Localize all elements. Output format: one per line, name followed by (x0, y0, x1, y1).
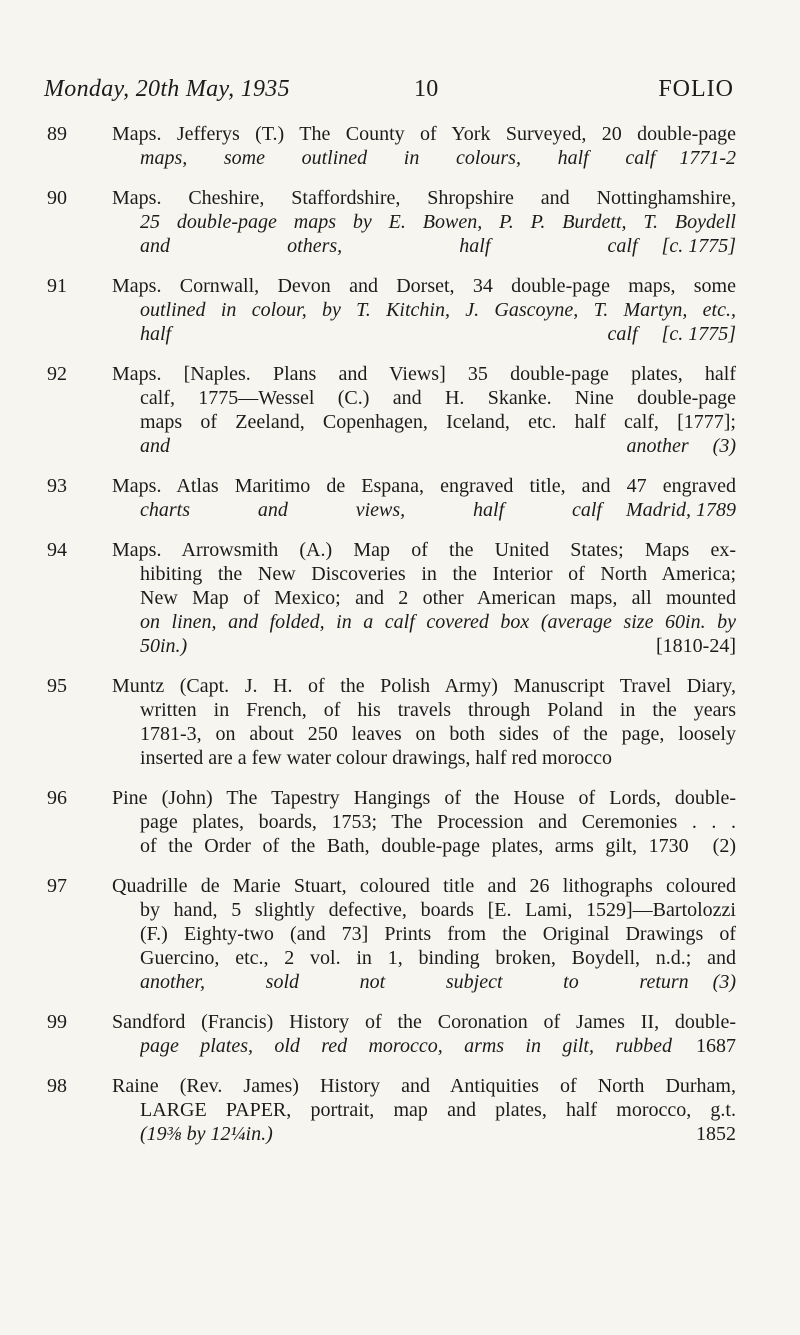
lot-description (112, 874, 736, 994)
lot-line: on linen, and folded, in a calf covered box (average size 60in. by (140, 611, 736, 633)
lot-number: 97 (47, 875, 67, 897)
lot-line: 1781-3, on about 250 leaves on both sides of the page, loosely (140, 723, 736, 745)
lot-line: Quadrille de Marie Stuart, coloured title and 26 lithographs coloured (112, 875, 736, 897)
lot-last-line (112, 1034, 736, 1058)
lot-line: half calf (140, 323, 638, 345)
lot-line: of the Order of the Bath, double-page plates, arms gilt, 1730 (140, 835, 689, 857)
lot-date: (3) (712, 971, 736, 993)
lot-last-line (112, 434, 736, 458)
lot-line: another, sold not subject to return (140, 971, 689, 993)
lot-date: [c. 1775] (661, 235, 736, 257)
lot-date: Madrid, 1789 (626, 499, 736, 521)
lot-date: [c. 1775] (661, 323, 736, 345)
lot-line: Guercino, etc., 2 vol. in 1, binding broken, Boydell, n.d.; and (140, 947, 736, 969)
lot-line: hibiting the New Discoveries in the Interior of North America; (140, 563, 736, 585)
lot-date: 1687 (696, 1035, 736, 1057)
lot-line: and others, half calf (140, 235, 638, 257)
lot-number: 91 (47, 275, 67, 297)
lot-line: Maps. Jefferys (T.) The County of York Surveyed, 20 double-page (112, 123, 736, 145)
lot-description (112, 186, 736, 258)
lot-date: [1810-24] (656, 635, 736, 657)
lot-description (112, 122, 736, 170)
lot-line: written in French, of his travels through Poland in the years (140, 699, 736, 721)
lot-line: maps of Zeeland, Copenhagen, Iceland, etc. half calf, [1777]; (140, 411, 736, 433)
lot-description (112, 474, 736, 522)
lot-number: 90 (47, 187, 67, 209)
lot-last-line (112, 498, 736, 522)
lot-line: outlined in colour, by T. Kitchin, J. Gascoyne, T. Martyn, etc., (140, 299, 736, 321)
lot-line: calf, 1775—Wessel (C.) and H. Skanke. Nine double-page (140, 387, 736, 409)
lot-description (112, 274, 736, 346)
lot-number: 92 (47, 363, 67, 385)
page-header (44, 76, 734, 110)
sale-date: Monday, 20th May, 1935 (44, 76, 290, 102)
lot-last-line (112, 970, 736, 994)
lot-number: 96 (47, 787, 67, 809)
lot-line: 25 double-page maps by E. Bowen, P. P. Burdett, T. Boydell (140, 211, 736, 233)
lot-line: New Map of Mexico; and 2 other American maps, all mounted (140, 587, 736, 609)
lot-last-line (112, 234, 736, 258)
lot-description (112, 674, 736, 770)
lot-line: by hand, 5 slightly defective, boards [E. Lami, 1529]—Bartolozzi (140, 899, 736, 921)
lot-line: inserted are a few water colour drawings, half red morocco (140, 747, 613, 769)
lot-description (112, 1010, 736, 1058)
lot-line: maps, some outlined in colours, half calf (140, 147, 656, 169)
lot-line: Maps. Arrowsmith (A.) Map of the United States; Maps ex- (112, 539, 736, 561)
lot-line: Maps. Cheshire, Staffordshire, Shropshire and Nottinghamshire, (112, 187, 736, 209)
lot-line: Maps. Atlas Maritimo de Espana, engraved title, and 47 engraved (112, 475, 736, 497)
lot-last-line (112, 322, 736, 346)
lot-number: 89 (47, 123, 67, 145)
lot-number: 95 (47, 675, 67, 697)
lot-description (112, 538, 736, 658)
lot-line: charts and views, half calf (140, 499, 602, 521)
lot-date: 1771-2 (679, 147, 736, 169)
lot-line: 50in.) (140, 635, 188, 657)
lot-number: 98 (47, 1075, 67, 1097)
lot-number: 99 (47, 1011, 67, 1033)
lot-line: Muntz (Capt. J. H. of the Polish Army) Manuscript Travel Diary, (112, 675, 736, 697)
lot-last-line (112, 634, 736, 658)
lot-date: (3) (712, 435, 736, 457)
lot-line: Pine (John) The Tapestry Hangings of the House of Lords, double- (112, 787, 736, 809)
page-number: 10 (414, 76, 439, 102)
lot-line: Maps. [Naples. Plans and Views] 35 double-page plates, half (112, 363, 736, 385)
lot-number: 93 (47, 475, 67, 497)
lot-line: page plates, boards, 1753; The Procession and Ceremonies . . . (140, 811, 736, 833)
lot-line: Sandford (Francis) History of the Coronation of James II, double- (112, 1011, 736, 1033)
lot-line: LARGE PAPER, portrait, map and plates, half morocco, g.t. (140, 1099, 736, 1121)
lot-line: Maps. Cornwall, Devon and Dorset, 34 double-page maps, some (112, 275, 736, 297)
lot-line: page plates, old red morocco, arms in gilt, rubbed (140, 1035, 672, 1057)
lot-date: 1852 (696, 1123, 736, 1145)
lot-number: 94 (47, 539, 67, 561)
lot-line: (F.) Eighty-two (and 73] Prints from the Original Drawings of (140, 923, 736, 945)
lot-line: (19⅜ by 12¼in.) (140, 1123, 273, 1145)
lot-line: Raine (Rev. James) History and Antiquities of North Durham, (112, 1075, 736, 1097)
lot-description (112, 362, 736, 458)
lot-date: (2) (712, 835, 736, 857)
folio-label: FOLIO (658, 76, 734, 102)
lot-last-line (112, 834, 736, 858)
lot-last-line (112, 146, 736, 170)
lot-line: and another (140, 435, 689, 457)
lot-description (112, 786, 736, 858)
